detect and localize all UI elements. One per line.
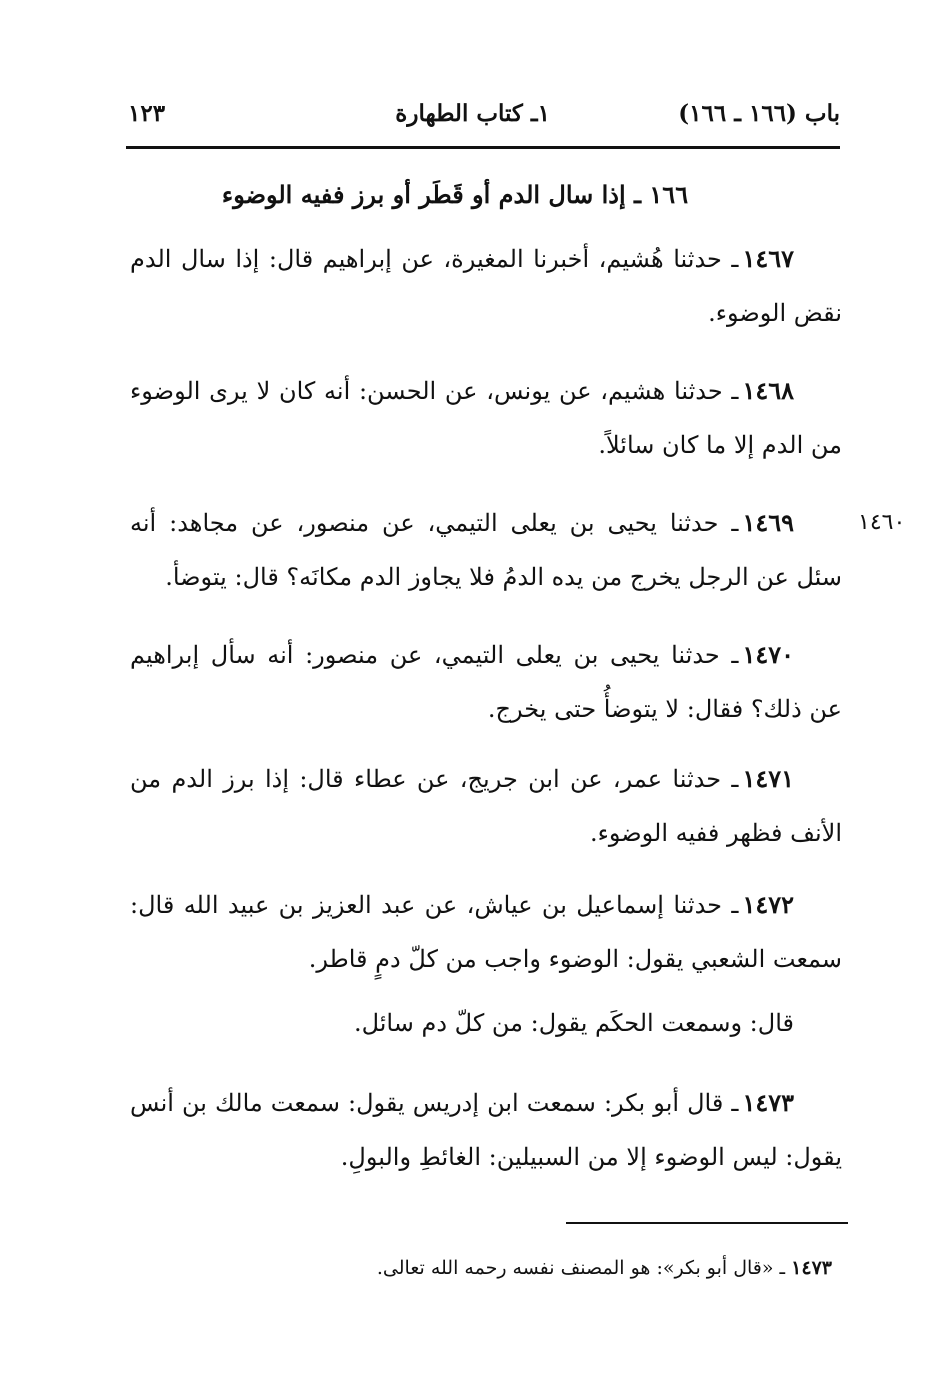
hadith-text: قال: وسمعت الحكَم يقول: من كلّ دم سائل.	[353, 1009, 794, 1037]
hadith-text: ـ قال أبو بكر: سمعت ابن إدريس يقول: سمعت مالك بن أنس يقول: ليس الوضوء إلا من السبيلين: الغائطِ والبولِ.	[130, 1089, 842, 1171]
hadith-entry	[130, 878, 842, 986]
running-header	[128, 96, 840, 136]
book-title: ١ـ كتاب الطهارة	[395, 100, 550, 127]
hadith-text: ـ حدثنا يحيى بن يعلى التيمي، عن منصور: أنه سأل إبراهيم عن ذلك؟ فقال: لا يتوضأُ حتى يخرج.	[130, 641, 842, 723]
hadith-number: ١٤٦٧	[742, 244, 794, 273]
hadith-text: ـ حدثنا إسماعيل بن عياش، عن عبد العزيز بن عبيد الله قال: سمعت الشعبي يقول: الوضوء واجب من كلّ دمٍ قاطر.	[130, 891, 842, 973]
page-number: ١٢٣	[128, 100, 166, 127]
hadith-text: ـ حدثنا هُشيم، أخبرنا المغيرة، عن إبراهيم قال: إذا سال الدم نقض الوضوء.	[130, 245, 842, 327]
footnote-rule	[566, 1222, 848, 1224]
hadith-text: ـ حدثنا هشيم، عن يونس، عن الحسن: أنه كان لا يرى الوضوء من الدم إلا ما كان سائلاً.	[130, 377, 842, 459]
header-rule	[126, 146, 840, 149]
hadith-text: ـ حدثنا عمر، عن ابن جريج، عن عطاء قال: إذا برز الدم من الأنف فظهر ففيه الوضوء.	[130, 765, 842, 847]
hadith-entry	[130, 496, 842, 604]
footnote	[300, 1250, 832, 1286]
hadith-entry	[130, 232, 842, 340]
footnote-text: ـ «قال أبو بكر»: هو المصنف نفسه رحمه الله تعالى.	[376, 1257, 786, 1279]
chapter-reference: باب (١٦٦ ـ ١٦٦)	[678, 100, 840, 127]
hadith-entry	[130, 1076, 842, 1184]
hadith-number: ١٤٧١	[742, 764, 794, 793]
hadith-number: ١٤٧٠	[742, 640, 794, 669]
hadith-entry	[130, 752, 842, 860]
hadith-number: ١٤٧٢	[742, 890, 794, 919]
hadith-number: ١٤٦٨	[742, 376, 794, 405]
chapter-heading: ١٦٦ ـ إذا سال الدم أو قَطَر أو برز ففيه الوضوء	[221, 180, 689, 209]
hadith-number: ١٤٦٩	[742, 508, 794, 537]
hadith-entry	[130, 628, 842, 736]
margin-reference-number: ١٤٦٠	[858, 510, 906, 535]
hadith-text: ـ حدثنا يحيى بن يعلى التيمي، عن منصور، عن مجاهد: أنه سئل عن الرجل يخرج من يده الدمُ فلا يجاوز الدم مكانَه؟ قال: يتوضأ.	[130, 509, 842, 591]
footnote-number: ١٤٧٣	[791, 1257, 832, 1279]
hadith-entry	[130, 364, 842, 472]
hadith-number: ١٤٧٣	[742, 1088, 794, 1117]
hadith-continuation	[130, 996, 842, 1050]
